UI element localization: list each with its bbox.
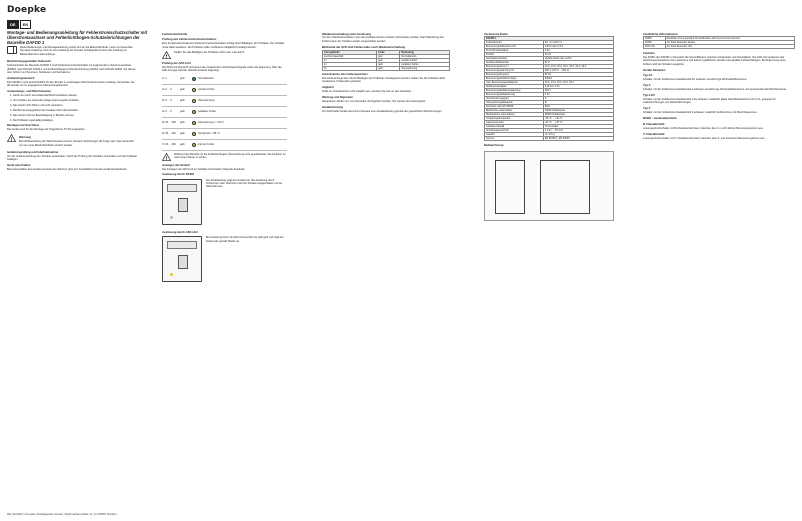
table-row: Stoßstromfestigkeit 0,25 kA / 3 kA [485,85,614,89]
heading-mount: Montage und Anschluss [7,123,40,128]
heading-dims: Maßzeichnung [484,142,504,147]
table-row: Lagertemperatur -40 °C ... +70 °C [485,121,614,125]
abbreviation-table [643,36,795,49]
table-row: Auslösecharakteristik B, C [485,61,614,65]
page-footer: DE 01/2024 | Doepke Schaltgeräte GmbH, Stellmacherstraße 11, D-26506 Norden [7,512,117,516]
led-row: 5x 30 ... 300 gelb Überspannung > 270 V [162,118,287,129]
table-row: Mechanische Lebensdauer 20000 Schaltspiele [485,113,614,117]
text-func: Der RCBO der DAFDD 1 überwacht die Stromdifferenz zwischen Außenleiter und Neutralleiter. Die AFD-Unit analysiert das Hochfrequenzspektrum des Laststroms und erkennt gefährliche serielle und parallele Fehlerlichtbögen. Bei Erkennung eines Fehlers wird der Schalter ausgelöst. [643,55,786,66]
led-row: 3x 0 ... 3 gelb Überspannung [162,96,287,107]
table-row: Bemessungsisolationsspannung 250 V [485,89,614,93]
text-note: Stellen Sie das Betätigen der Prüftaste nicht unter Last durch. [174,51,245,55]
heading-char-b: B-Charakteristik [643,122,665,126]
text-restart: Vor dem Wiedereinschalten muss die Auslöseursache ermittelt und behoben werden. Nach Behebung des Fehlers kann der Schalter wieder eingeschaltet werden. [322,36,444,43]
led-row: 7x 30 ... 300 gelb interner Fehler [162,140,287,151]
text-char-c: Leitungsschutzschalter mit C-Charakteristik lösen zwischen dem 5- und 10-fachen Bemessungsstrom aus. [643,136,766,140]
table-row: RCBO Residual current operated Circuit-Breaker with Overcurrent protection [644,37,795,41]
heading-restart: Wiedereinschaltung nach Auslösung [322,31,371,36]
table-row: AFD-Unit Arc Fault Detection Unit [644,45,795,49]
warning-icon [7,134,16,142]
heading-check: Gerät einschalten [7,163,31,168]
text-area: Die DAFDD 1 sind ausschließlich für den Einsatz in einphasigen Wechselstromnetzen zulässig. Verwenden Sie die Geräte nur im angegebenen Bemessungsbereich. [7,80,135,88]
warning-icon [162,51,171,59]
text-disp: Die Anzeigen der AFD-Unit am Schalter beschreiben folgende Zustände: [162,167,246,171]
brand-logo: Doepke [7,5,47,15]
text-note-2: Während des Betriebs ist die Fehlerlichtbogen-Überwachung nicht gewährleistet. Die Funktion ist nach einem Reset zu prüfen. [174,152,286,160]
led-row: 1x 1 ... grün Normalbetrieb [162,74,287,85]
device-afd-text: Bei Auslösung durch die AFD-Unit leuchtet die LED gelb und zeigt den Fehlercode gemäß Tabelle an. [206,236,284,243]
text-test: Eine Funktionskontrolle des Fehlerstromschutzschalters erfolgt durch Betätigen der Prüftaste. Der Schalter muss dabei auslösen. Die Prüftaste sollte mindestens halbjährlich betätigt werden. [162,42,285,49]
text-use: Schutzschalter der Baureihe DAFDD 1 sind Fehlerstromschutzschalter mit ergänzendem Überstromauslöser (RCBO) nach DIN EN 61009-1 und Fehlerlichtbogen-Schutzeinrichtung (AFDD) nach DIN EN 62606. Sie dienen dem Schutz von Personen, Nutztieren und Sachwerten. [7,64,136,74]
lang-de[interactable]: DE [7,20,19,29]
table-row: leuchtet dauerhaft grün Normalbetrieb [323,54,450,58]
table-row: Bemessungsstrom In 10 A, 13 A, 16 A, 20 A, 25 A, 32 A, 40 A [485,65,614,69]
safety-item: 1. Gerät nur durch eine Elektrofachkraft installieren lassen. [10,93,78,97]
note-block-2 [162,153,287,161]
table-row: Fehlerstromart AC / A / A EV / F [485,41,614,45]
heading-types: Geräte-Varianten [643,67,666,72]
heading-reset: Zurücksetzen des Fehlerspeichers [322,72,368,77]
text-iso: Vor der Isolationsprüfung den Schalter ausschalten. Nach der Prüfung den Schalter einschalten und die Prüftaste betätigen. [7,154,137,162]
lang-en[interactable]: EN [20,20,32,29]
text-type-a: Schalter mit der Fehlerstromcharakteristik A erfassen sinusförmige Wechselfehlerströme und pulsierende Gleichfehlerströme. [643,88,787,92]
heading-test: Prüfung des Fehlerstromschutzschalters [162,37,217,42]
device-side-view [540,160,590,214]
table-row: Gehäusematerial Thermoplast [485,125,614,129]
table-row: Bemessungsschaltvermögen 6000 A [485,77,614,81]
device-illustration [162,236,202,282]
text-type-f: Schalter mit der Fehlerstromcharakteristik F erfassen zusätzlich Fehlerströme mit Mischfrequenzen. [643,111,758,115]
heading-type-a: Typ A [643,83,651,88]
table-row: Elektrische Lebensdauer 10000 Schaltspiele [485,109,614,113]
blink-code-table: Anzeigeblinkt Farbe Bedeutung leuchtet dauerhaft grün Normalbetrieb 1x gelb serieller Fehler 2x gelb paralleler Fehler 3x gelb Überspannung [322,50,450,71]
heading-safety: Anwendungs- und Warnhinweise [7,89,51,94]
heading-func: Funktionskontrolle [162,31,188,36]
text-adjust: Sollte ein Zurücksetzen nicht möglich sein, wenden Sie sich an den Hersteller. [322,90,412,94]
device-rcbo-text: Die Schaltstellung zeigt den Zustand an. Bei Auslösung durch Fehlerstrom oder Überstrom wird der Schalter ausgeschaltet und die LED bleibt aus. [206,178,282,189]
heading-warning: Warnung [19,135,32,140]
heading-tech: Technische Daten [484,31,508,36]
text-type-ac: Schalter mit der Fehlerstromcharakteristik AC erfassen sinusförmige Wechselfehlerströme. [643,78,748,82]
safety-item: 3. Das Gerät nicht öffnen und nicht verändern. [10,103,64,107]
heading-char-c: C-Charakteristik [643,131,665,136]
safety-item: 5. Das Gerät nicht bei Beschädigung in Betrieb nehmen. [10,113,75,117]
safety-item: 6. Die Prüftaste regelmäßig betätigen. [10,118,54,122]
table-row: Schutzart nach EN 60529 IP20 [485,105,614,109]
heading-type-f: Typ F [643,106,651,111]
table-row: Überspannungskategorie III [485,101,614,105]
svg-text:!: ! [10,137,13,142]
heading-afd-trip: Auslösung durch AFD-Unit [162,229,198,234]
heading-char: RCBO - Auslösekennlinie [643,116,677,121]
heading-disp: Anzeigen der Einheit [162,162,190,167]
table-row: Neutralleiterposition Variabel links oder rechts [485,57,614,61]
text-char-b: Leitungsschutzschalter mit B-Charakteristik lösen zwischen dem 3- und 5-fachen Bemessungsstrom aus. [643,126,764,130]
table-row: Umgebungstemperatur -25 °C ... +40 °C [485,117,614,121]
heading-type-aev: Typ A EV [643,93,655,98]
led-row: 2x 0 ... 3 gelb serieller Fehler [162,85,287,96]
device-illustration [162,179,202,225]
column-5 [643,30,795,142]
table-row: 3x gelb Überspannung [323,66,450,70]
text-env: Für fehlerhafte Geräte übernimmt Doepke eine Gewährleistung gemäß den gesetzlichen Bestimmungen. [322,109,443,113]
heading-add: Zusätzliche Informationen [643,31,678,36]
document-title: Montage- und Bedienungsanleitung für Fehlerstromschutzschalter mit Überstromauslöser und Fehlerlichtbogen-Schutzeinrichtungen der Baureihe DAFDD 1 [7,30,148,46]
table-row: Verschmutzungsgrad 2 [485,97,614,101]
intro-text: Diese Bedienungs- und Montageanleitung richtet sich an die Elektrofachkraft. Lesen und beachten Sie diese Anleitung. Dies ist eine Anleitung der Doepke Schaltgeräte GmbH. Die Anleitung ist Bestandteil des Lieferumfangs. [20,46,133,56]
language-switch [7,20,31,29]
heading-type-ac: Typ AC [643,73,653,78]
text-reset: Die Fehleranzeige kann durch Betätigen der Prüftaste zurückgesetzt werden. Halten Sie die Prüftaste dafür mindestens 3 Sekunden gedrückt. [322,77,446,84]
heading-iso: Isolationsprüfung und Inbetriebnahme [7,149,59,154]
table-row: 1x gelb serieller Fehler [323,58,450,62]
text-mount: Die Geräte sind für die Montage auf Tragschiene TS 35 vorgesehen. [7,128,86,132]
led-icon [192,143,196,147]
device-rcbo [162,179,287,225]
table-row: max. Bemessungsschaltstrom 10 A, 13 A, 16 A, 20 A, 25 A [485,81,614,85]
table-row: Bemessungsspannung Un 230 V (170 V ... 264 V) [485,69,614,73]
warning-icon [162,153,171,161]
led-icon [192,88,196,92]
led-icon [192,121,196,125]
column-4 [484,30,614,221]
svg-text:!: ! [165,156,168,161]
heading-afdd: Prüfung der AFD-Unit [162,60,191,65]
note-block [162,51,287,59]
table-row: Anschlussquerschnitt 1 mm² ... 25 mm² [485,129,614,133]
table-row: Bemessungsfrequenz 50 Hz [485,73,614,77]
table-row: 2x gelb paralleler Fehler [323,62,450,66]
heading-env: Gewährleistung [322,104,343,109]
heading-use: Bestimmungsgemäßer Gebrauch [7,59,51,64]
led-icon [192,132,196,136]
heading-area: Anwendungsbereich [7,75,35,80]
led-row: 4x 0 ... 3 gelb paralleler Fehler [162,107,287,118]
dimension-drawing [484,151,614,221]
tech-data-table: DAFDD 1 Fehlerstromart AC / A / A EV / F Bemessungsfehlerstrom IΔn 0,03 A oder 0,3 A Kurzschlussfestigkeit 6 kA Polzahl 1P+N Neutralleiterposition Variabel links oder rechts Auslösecharakteristik B, C Bemessungsstrom In 10 A, 13 A, 16 A, 20 A, 25 A, 32 A, 40 A Bemessungsspannung Un 230 V (170 V ... 264 V) Bemessungsfrequenz 50 Hz Bemessungsschaltvermögen 6000 A max. Bemessungsschaltstrom 10 A, 13 A, 16 A, 20 A, 25 A Stoßstromfestigkeit 0,25 kA / 3 kA Bemessungsisolationsspannung 250 V Bemessungsstoßspannung 4 kV Verschmutzungsgrad 2 Überspannungskategorie III Schutzart nach EN 60529 IP20 Elektrische Lebensdauer 10000 Schaltspiele Mechanische Lebensdauer 20000 Schaltspiele Umgebungstemperatur -25 °C ... +40 °C Lagertemperatur -40 °C ... +70 °C Gehäusematerial Thermoplast Anschlussquerschnitt 1 mm² ... 25 mm² Gewicht ca. 270 g Normen EN 61009-1, EN 62606 [484,36,614,141]
text-warning: Bei Nichtbeachtung der Warnhinweise können schwere Verletzungen die Folge sein. Das Gerät darf nur von einer Elektrofachkraft montiert werden. [19,140,134,147]
text-maint: Reparaturen dürfen nur vom Hersteller durchgeführt werden. Die Geräte sind wartungsfrei. [322,100,426,104]
heading-rcbo-trip: Auslösung durch RCBO [162,172,195,177]
svg-text:!: ! [165,54,168,60]
text-type-aev: Schalter mit der Fehlerstromcharakteristik A EV erfassen zusätzlich glatte Gleichfehlerströme bis 6 mA, geeignet für Ladeeinrichtungen von Elektrofahrzeugen. [643,97,776,105]
led-table [162,74,287,151]
intro-block [7,46,137,58]
column-1 [7,44,137,173]
heading-func: Funktion [643,50,655,55]
led-icon [192,99,196,103]
table-row: Gewicht ca. 270 g [485,133,614,137]
device-front-view [495,160,525,214]
text-afdd: Die AFD-Unit überprüft permanent die eingehenden Hochfrequenzsignale sowie die Spannung. Über die LED-Anzeige wird der aktuelle Zustand angezeigt. [162,65,282,72]
led-row: 6x 30 ... 300 gelb Temperatur > 85 °C [162,129,287,140]
manual-icon [7,46,17,54]
table-row: Normen EN 61009-1, EN 62606 [485,137,614,141]
heading-maint: Wartung und Reparatur [322,95,354,100]
table-row: Bemessungsstoßspannung 4 kV [485,93,614,97]
column-3 [322,30,450,115]
safety-item: 2. Vor Arbeiten am Gerät die Anlage spannungsfrei schalten. [10,98,80,102]
column-2 [162,30,287,288]
table-title: Blinkcode der AFD-Unit Fehlercodes nach Wiedereinschaltung [322,44,406,49]
table-row: AFDD Arc Fault Detection Device [644,41,795,45]
table-row: Kurzschlussfestigkeit 6 kA [485,49,614,53]
led-icon [192,77,196,81]
warning-block [7,134,137,149]
toggle-lever-icon [178,198,188,212]
table-row: Bemessungsfehlerstrom IΔn 0,03 A oder 0,3 A [485,45,614,49]
heading-adjust: Abgleich [322,85,334,90]
device-afd [162,236,287,282]
toggle-lever-icon [178,255,188,269]
table-row: Polzahl 1P+N [485,53,614,57]
text-check: Beim Einschalten des Gerätes leuchtet die LED kurz grün auf. Anschließend ist das Gerät betriebsbereit. [7,168,128,172]
safety-item: 4. Die Bemessungsgrößen des Gerätes nicht überschreiten. [10,108,79,112]
led-icon [192,110,196,114]
